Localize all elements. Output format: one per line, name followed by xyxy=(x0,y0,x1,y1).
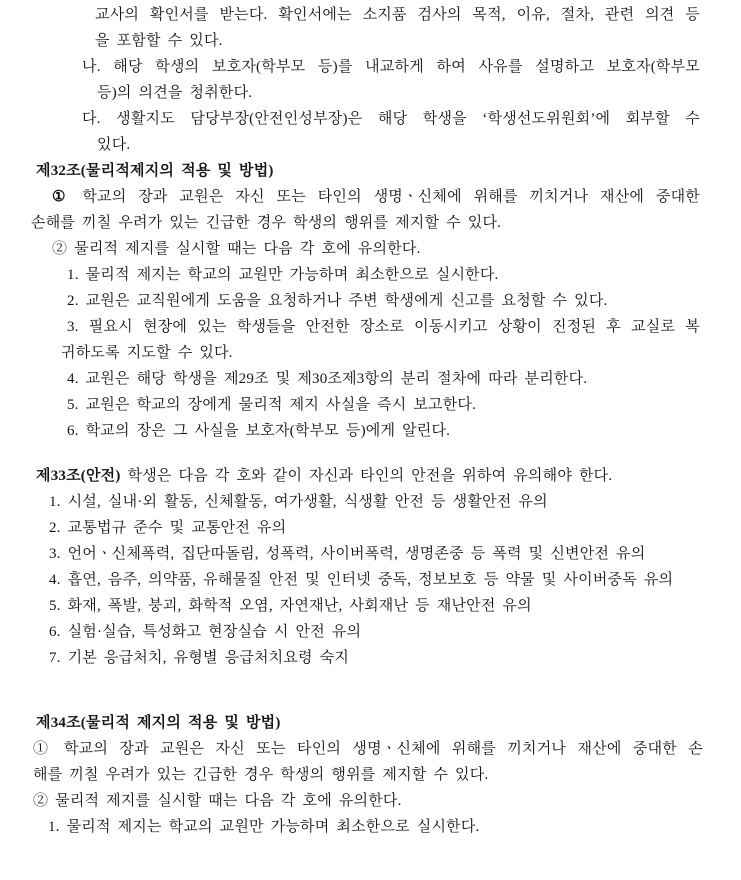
text-line xyxy=(61,340,741,366)
text-line xyxy=(95,28,741,54)
line-text: ① 학교의 장과 교원은 자신 또는 타인의 생명ㆍ신체에 위해를 끼치거나 재산에 중대한 손 xyxy=(33,741,703,757)
text-line xyxy=(49,515,741,541)
line-text: 해를 끼칠 우려가 있는 긴급한 경우 학생의 행위를 제지할 수 있다. xyxy=(33,767,489,783)
line-text: 학교의 장과 교원은 자신 또는 타인의 생명ㆍ신체에 위해를 끼치거나 재산에 중대한 xyxy=(70,189,700,205)
text-line xyxy=(33,788,741,814)
line-text: 손해를 끼칠 우려가 있는 긴급한 경우 학생의 행위를 제지할 수 있다. xyxy=(31,215,502,231)
line-text: 학생은 다음 각 호와 같이 자신과 타인의 안전을 위하여 유의해야 한다. xyxy=(120,468,613,484)
line-text: 제32조(물리적제지의 적용 및 방법) xyxy=(36,163,274,179)
line-text: 1. 물리적 제지는 학교의 교원만 가능하며 최소한으로 실시한다. xyxy=(67,267,499,283)
text-line xyxy=(67,366,741,392)
line-text: ② 물리적 제지를 실시할 때는 다음 각 호에 유의한다. xyxy=(33,793,402,809)
line-text: 4. 흡연, 음주, 의약품, 유해물질 안전 및 인터넷 중독, 정보보호 등 약물 및 사이버중독 유의 xyxy=(49,572,674,588)
line-text: 4. 교원은 해당 학생을 제29조 및 제30조제3항의 분리 절차에 따라 분리한다. xyxy=(67,371,588,387)
text-line xyxy=(49,567,741,593)
line-text: 등)의 의견을 청취한다. xyxy=(97,85,253,101)
text-line xyxy=(49,645,741,671)
line-text: 1. 물리적 제지는 학교의 교원만 가능하며 최소한으로 실시한다. xyxy=(48,819,480,835)
text-line xyxy=(52,236,741,262)
text-line xyxy=(49,541,741,567)
line-text: 5. 교원은 학교의 장에게 물리적 제지 사실을 즉시 보고한다. xyxy=(67,397,477,413)
line-text: 3. 언어ㆍ신체폭력, 집단따돌림, 성폭력, 사이버폭력, 생명존중 등 폭력 및 신변안전 유의 xyxy=(49,546,646,562)
text-line xyxy=(49,593,741,619)
line-text: 3. 필요시 현장에 있는 학생들을 안전한 장소로 이동시키고 상황이 진정된 후 교실로 복 xyxy=(67,319,700,335)
text-line xyxy=(97,80,741,106)
text-line xyxy=(67,262,741,288)
text-line xyxy=(95,2,700,28)
line-text: 1. 시설, 실내·외 활동, 신체활동, 여가생활, 식생활 안전 등 생활안전 유의 xyxy=(49,494,548,510)
line-text: 귀하도록 지도할 수 있다. xyxy=(61,345,233,361)
text-line xyxy=(97,132,741,158)
text-line xyxy=(33,736,703,762)
text-line xyxy=(67,288,741,314)
line-text: 나. 해당 학생의 보호자(학부모 등)를 내교하게 하여 사유를 설명하고 보호자(학부모 xyxy=(82,59,700,75)
text-line xyxy=(52,184,700,210)
line-text: 6. 실험·실습, 특성화고 현장실습 시 안전 유의 xyxy=(49,624,362,640)
text-line xyxy=(31,210,741,236)
text-line xyxy=(33,762,741,788)
line-text: 5. 화재, 폭발, 붕괴, 화학적 오염, 자연재난, 사회재난 등 재난안전 유의 xyxy=(49,598,532,614)
line-text: 제34조(물리적 제지의 적용 및 방법) xyxy=(36,715,281,731)
line-text: 다. 생활지도 담당부장(안전인성부장)은 해당 학생을 ‘학생선도위원회’에 회부할 수 xyxy=(82,111,700,127)
text-line xyxy=(49,489,741,515)
text-line xyxy=(82,54,700,80)
line-text: 있다. xyxy=(97,137,131,153)
line-text: 2. 교원은 교직원에게 도움을 요청하거나 주변 학생에게 신고를 요청할 수 있다. xyxy=(67,293,608,309)
article-34-heading xyxy=(36,710,741,736)
text-line xyxy=(48,814,741,840)
text-line xyxy=(67,418,741,444)
line-text: ② 물리적 제지를 실시할 때는 다음 각 호에 유의한다. xyxy=(52,241,421,257)
text-line xyxy=(67,392,741,418)
line-text: 을 포함할 수 있다. xyxy=(95,33,223,49)
line-text: 2. 교통법규 준수 및 교통안전 유의 xyxy=(49,520,287,536)
bold-prefix: ① xyxy=(52,189,71,205)
text-line xyxy=(82,106,700,132)
text-line xyxy=(49,619,741,645)
article-33-heading xyxy=(36,463,741,489)
text-line xyxy=(67,314,700,340)
line-text: 6. 학교의 장은 그 사실을 보호자(학부모 등)에게 알린다. xyxy=(67,423,451,439)
line-text: 7. 기본 응급처치, 유형별 응급처치요령 숙지 xyxy=(49,650,350,666)
bold-prefix: 제33조(안전) xyxy=(36,468,121,484)
line-text: 교사의 확인서를 받는다. 확인서에는 소지품 검사의 목적, 이유, 절차, 관련 의견 등 xyxy=(95,7,700,23)
article-32-heading xyxy=(36,158,741,184)
